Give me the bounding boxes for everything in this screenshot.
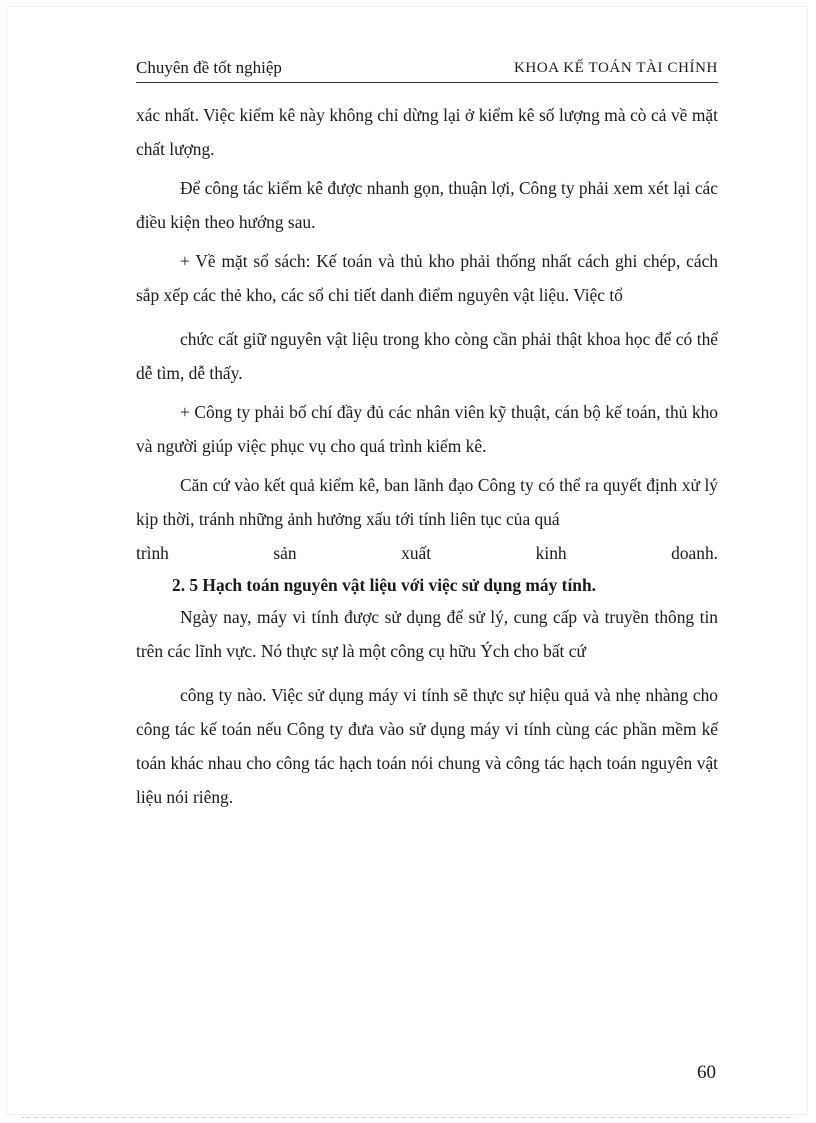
paragraph-6-last-line: trình sản xuất kinh doanh.: [136, 543, 718, 563]
header-title-left: Chuyên đề tốt nghiệp: [136, 58, 282, 77]
page-number: 60: [697, 1062, 716, 1083]
paragraph-5: + Công ty phải bố chí đầy đủ các nhân viên kỹ thuật, cán bộ kế toán, thủ kho và người giúp việc phục vụ cho quá trình kiểm kê.: [136, 402, 718, 456]
header-title-right: KHOA KẾ TOÁN TÀI CHÍNH: [513, 60, 718, 76]
paragraph-4: chức cất giữ nguyên vật liệu trong kho còng cần phải thật khoa học để có thể dễ tìm, dễ thấy.: [136, 329, 718, 383]
page-header: [136, 56, 718, 83]
section-heading: 2. 5 Hạch toán nguyên vật liệu với việc sử dụng máy tính.: [172, 575, 596, 595]
paragraph-2: Để công tác kiểm kê được nhanh gọn, thuận lợi, Công ty phải xem xét lại các điều kiện theo hướng sau.: [136, 178, 718, 232]
paragraph-3: + Về mặt sổ sách: Kế toán và thủ kho phải thống nhất cách ghi chép, cách sắp xếp các thẻ kho, các sổ chi tiết danh điểm nguyên vật liệu. Việc tổ: [136, 251, 718, 305]
page-bottom-divider: [22, 1117, 794, 1118]
document-body: [136, 98, 718, 814]
paragraph-8: công ty nào. Việc sử dụng máy vi tính sẽ thực sự hiệu quả và nhẹ nhàng cho công tác kế toán nếu Công ty đưa vào sử dụng máy vi tính cùng các phần mềm kế toán khác nhau cho công tác hạch toán nói chung và công tác hạch toán nguyên vật liệu nói riêng.: [136, 685, 718, 807]
paragraph-1: xác nhất. Việc kiểm kê này không chỉ dừng lại ở kiểm kê số lượng mà cò cả về mặt chất lượng.: [136, 105, 718, 159]
paragraph-6: Căn cứ vào kết quả kiểm kê, ban lãnh đạo Công ty có thể ra quyết định xử lý kịp thời, tránh những ảnh hưởng xấu tới tính liên tục của quá: [136, 475, 718, 529]
paragraph-7: Ngày nay, máy vi tính được sử dụng để sử lý, cung cấp và truyền thông tin trên các lĩnh vực. Nó thực sự là một công cụ hữu Ých cho bất cứ: [136, 607, 718, 661]
